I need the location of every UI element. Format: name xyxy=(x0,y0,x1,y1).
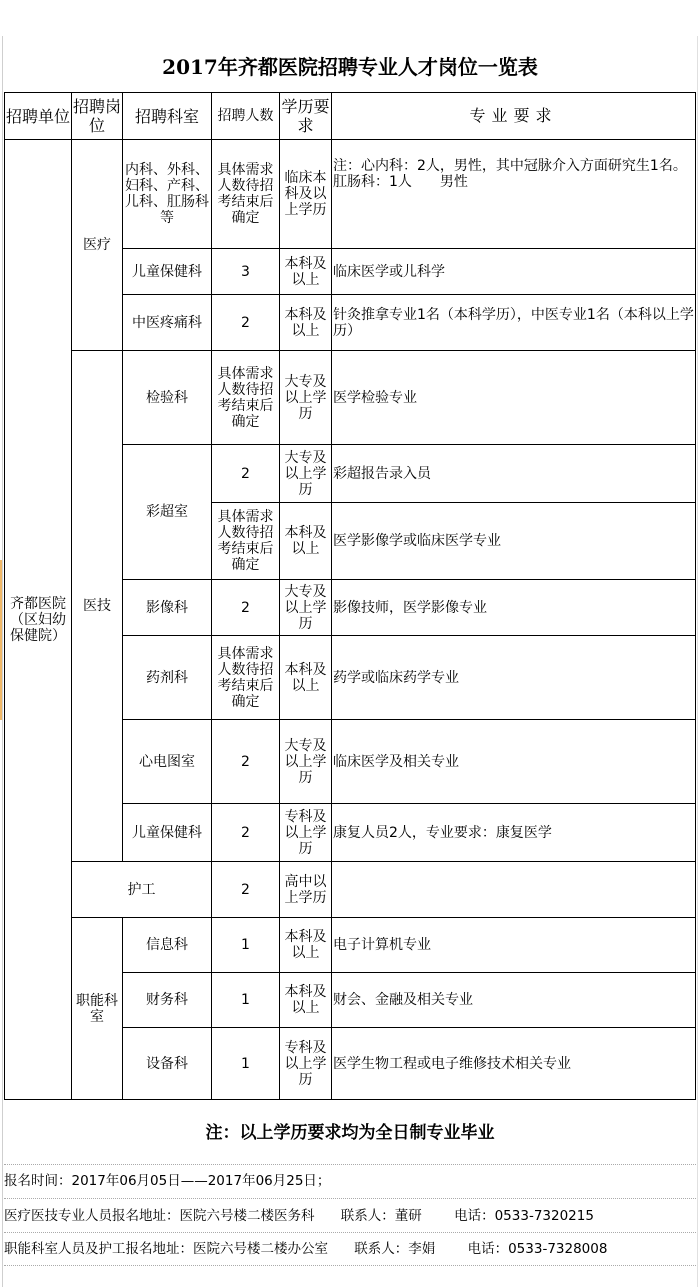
table-row xyxy=(5,918,696,973)
post-cell: 医技 xyxy=(72,351,123,862)
edu-cell: 专科及以上学历 xyxy=(280,804,332,862)
count-cell: 2 xyxy=(212,862,280,918)
req-cell: 电子计算机专业 xyxy=(332,918,696,973)
registration-time xyxy=(4,1168,696,1194)
req-cell: 影像技师，医学影像专业 xyxy=(332,580,696,636)
edu-cell: 本科及以上 xyxy=(280,503,332,580)
req-cell: 康复人员2人，专业要求：康复医学 xyxy=(332,804,696,862)
req-cell: 彩超报告录入员 xyxy=(332,445,696,503)
edu-cell: 大专及以上学历 xyxy=(280,580,332,636)
registration-line-medical xyxy=(4,1203,696,1229)
header-count: 招聘人数 xyxy=(212,93,280,140)
count-cell: 2 xyxy=(212,445,280,503)
req-cell: 医学生物工程或电子维修技术相关专业 xyxy=(332,1028,696,1100)
dept-cell: 检验科 xyxy=(123,351,212,445)
dept-cell: 儿童保健科 xyxy=(123,804,212,862)
header-req: 专业要求 xyxy=(332,93,696,140)
count-cell: 具体需求人数待招考结束后确定 xyxy=(212,140,280,249)
edu-cell: 本科及以上 xyxy=(280,636,332,720)
dept-cell: 内科、外科、妇科、产科、儿科、肛肠科等 xyxy=(123,140,212,249)
table-row xyxy=(5,351,696,445)
grid-line xyxy=(2,36,3,1287)
req-cell: 临床医学或儿科学 xyxy=(332,249,696,295)
req-cell xyxy=(332,862,696,918)
count-cell: 2 xyxy=(212,295,280,351)
admin-phone: 电话：0533-7328008 xyxy=(467,1241,608,1257)
post-cell: 医疗 xyxy=(72,140,123,351)
dept-cell: 药剂科 xyxy=(123,636,212,720)
req-cell: 药学或临床药学专业 xyxy=(332,636,696,720)
education-note: 注：以上学历要求均为全日制专业毕业 xyxy=(205,1122,495,1143)
edu-cell: 大专及以上学历 xyxy=(280,445,332,503)
count-cell: 1 xyxy=(212,1028,280,1100)
table-header-row xyxy=(5,93,696,140)
row-header-highlight xyxy=(0,560,2,720)
header-dept: 招聘科室 xyxy=(123,93,212,140)
dept-cell: 设备科 xyxy=(123,1028,212,1100)
dept-cell: 中医疼痛科 xyxy=(123,295,212,351)
page-title: 2017年齐都医院招聘专业人才岗位一览表 xyxy=(162,54,538,79)
medical-contact: 联系人：董研 xyxy=(340,1208,422,1224)
positions-table xyxy=(4,92,696,1100)
edu-cell: 本科及以上 xyxy=(280,295,332,351)
dept-cell: 影像科 xyxy=(123,580,212,636)
req-cell: 针灸推拿专业1名（本科学历），中医专业1名（本科以上学历） xyxy=(332,295,696,351)
divider xyxy=(4,1164,696,1165)
edu-cell: 本科及以上 xyxy=(280,249,332,295)
divider xyxy=(4,1232,696,1233)
unit-cell: 齐都医院（区妇幼保健院） xyxy=(5,140,72,1100)
post-cell: 职能科室 xyxy=(72,918,123,1100)
divider xyxy=(4,1198,696,1199)
edu-cell: 高中以上学历 xyxy=(280,862,332,918)
grid-line xyxy=(697,36,698,1287)
count-cell: 具体需求人数待招考结束后确定 xyxy=(212,636,280,720)
dept-cell: 儿童保健科 xyxy=(123,249,212,295)
req-cell: 注：心内科：2人，男性，其中冠脉介入方面研究生1名。 肛肠科：1人 男性 xyxy=(332,140,696,249)
edu-cell: 专科及以上学历 xyxy=(280,1028,332,1100)
count-cell: 2 xyxy=(212,580,280,636)
count-cell: 3 xyxy=(212,249,280,295)
count-cell: 1 xyxy=(212,973,280,1028)
post-cell: 护工 xyxy=(72,862,212,918)
count-cell: 具体需求人数待招考结束后确定 xyxy=(212,503,280,580)
header-unit: 招聘单位 xyxy=(5,93,72,140)
registration-time-text: 报名时间：2017年06月05日——2017年06月25日； xyxy=(4,1173,331,1189)
admin-address: 职能科室人员及护工报名地址：医院六号楼二楼办公室 xyxy=(4,1241,328,1257)
count-cell: 1 xyxy=(212,918,280,973)
admin-contact: 联系人：李娟 xyxy=(354,1241,436,1257)
edu-cell: 临床本科及以上学历 xyxy=(280,140,332,249)
req-cell: 医学影像学或临床医学专业 xyxy=(332,503,696,580)
registration-line-admin xyxy=(4,1236,696,1262)
dept-cell: 信息科 xyxy=(123,918,212,973)
edu-cell: 大专及以上学历 xyxy=(280,720,332,804)
table-row xyxy=(5,862,696,918)
edu-cell: 本科及以上 xyxy=(280,918,332,973)
count-cell: 2 xyxy=(212,720,280,804)
req-cell: 财会、金融及相关专业 xyxy=(332,973,696,1028)
header-post: 招聘岗位 xyxy=(72,93,123,140)
table-row xyxy=(5,140,696,249)
header-edu: 学历要求 xyxy=(280,93,332,140)
req-cell: 医学检验专业 xyxy=(332,351,696,445)
dept-cell: 彩超室 xyxy=(123,445,212,580)
medical-phone: 电话：0533-7320215 xyxy=(454,1208,594,1224)
edu-cell: 大专及以上学历 xyxy=(280,351,332,445)
dept-cell: 财务科 xyxy=(123,973,212,1028)
divider xyxy=(4,1265,696,1266)
req-cell: 临床医学及相关专业 xyxy=(332,720,696,804)
edu-cell: 本科及以上 xyxy=(280,973,332,1028)
dept-cell: 心电图室 xyxy=(123,720,212,804)
medical-address: 医疗医技专业人员报名地址：医院六号楼二楼医务科 xyxy=(4,1208,315,1224)
count-cell: 具体需求人数待招考结束后确定 xyxy=(212,351,280,445)
count-cell: 2 xyxy=(212,804,280,862)
